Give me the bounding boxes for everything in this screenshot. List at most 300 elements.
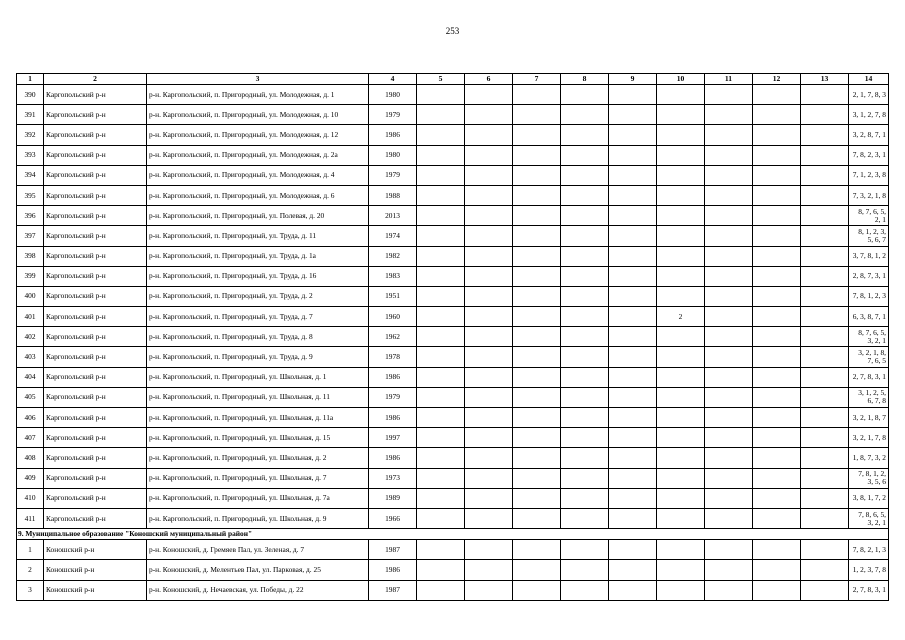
col12-cell: [753, 327, 801, 347]
col12-cell: [753, 125, 801, 145]
year-cell: 1986: [369, 448, 417, 468]
col6-cell: [465, 145, 513, 165]
col-header-8: 8: [561, 74, 609, 85]
col6-cell: [465, 85, 513, 105]
col11-cell: [705, 488, 753, 508]
col9-cell: [609, 307, 657, 327]
col8-cell: [561, 165, 609, 185]
col13-cell: [801, 125, 849, 145]
year-cell: 1973: [369, 468, 417, 488]
table-row: [17, 347, 889, 367]
col8-cell: [561, 428, 609, 448]
address-cell: р-н. Каргопольский, п. Пригородный, ул. Школьная, д. 1: [147, 367, 369, 387]
row-number-cell: 395: [17, 185, 44, 205]
col-header-13: 13: [801, 74, 849, 85]
col10-cell: 2: [657, 307, 705, 327]
address-cell: р-н. Каргопольский, п. Пригородный, ул. Школьная, д. 15: [147, 428, 369, 448]
row-number-cell: 403: [17, 347, 44, 367]
col5-cell: [417, 448, 465, 468]
col14-cell: 1, 8, 7, 3, 2: [849, 448, 889, 468]
col14-cell: 3, 7, 8, 1, 2: [849, 246, 889, 266]
col14-cell: 3, 2, 1, 7, 8: [849, 428, 889, 448]
col11-cell: [705, 448, 753, 468]
col8-cell: [561, 145, 609, 165]
col7-cell: [513, 226, 561, 246]
col10-cell: [657, 488, 705, 508]
year-cell: 1978: [369, 347, 417, 367]
address-cell: р-н. Каргопольский, п. Пригородный, ул. Молодежная, д. 2а: [147, 145, 369, 165]
col5-cell: [417, 387, 465, 407]
col8-cell: [561, 508, 609, 528]
district-cell: Каргопольский р-н: [44, 448, 147, 468]
col5-cell: [417, 185, 465, 205]
col9-cell: [609, 266, 657, 286]
table-row: [17, 580, 889, 600]
col13-cell: [801, 540, 849, 560]
row-number-cell: 393: [17, 145, 44, 165]
col8-cell: [561, 367, 609, 387]
col11-cell: [705, 226, 753, 246]
district-cell: Каргопольский р-н: [44, 85, 147, 105]
col10-cell: [657, 468, 705, 488]
col14-cell: 3, 2, 1, 8, 7, 6, 5: [849, 347, 889, 367]
col12-cell: [753, 488, 801, 508]
col12-cell: [753, 226, 801, 246]
year-cell: 1979: [369, 105, 417, 125]
col5-cell: [417, 540, 465, 560]
col9-cell: [609, 560, 657, 580]
col12-cell: [753, 185, 801, 205]
year-cell: 1951: [369, 286, 417, 306]
col8-cell: [561, 246, 609, 266]
col11-cell: [705, 468, 753, 488]
row-number-cell: 405: [17, 387, 44, 407]
row-number-cell: 404: [17, 367, 44, 387]
district-cell: Коношский р-н: [44, 560, 147, 580]
table-row: [17, 125, 889, 145]
year-cell: 1989: [369, 488, 417, 508]
col13-cell: [801, 488, 849, 508]
col9-cell: [609, 105, 657, 125]
district-cell: Каргопольский р-н: [44, 185, 147, 205]
address-cell: р-н. Каргопольский, п. Пригородный, ул. Труда, д. 1а: [147, 246, 369, 266]
district-cell: Каргопольский р-н: [44, 468, 147, 488]
year-cell: 1962: [369, 327, 417, 347]
col8-cell: [561, 580, 609, 600]
col12-cell: [753, 540, 801, 560]
col11-cell: [705, 105, 753, 125]
kargopol-rows: [17, 85, 889, 529]
col11-cell: [705, 428, 753, 448]
col12-cell: [753, 145, 801, 165]
housing-register-table: [16, 73, 889, 601]
table-row: [17, 145, 889, 165]
year-cell: 1979: [369, 165, 417, 185]
row-number-cell: 406: [17, 408, 44, 428]
col10-cell: [657, 540, 705, 560]
col8-cell: [561, 327, 609, 347]
col12-cell: [753, 408, 801, 428]
col6-cell: [465, 165, 513, 185]
col10-cell: [657, 580, 705, 600]
col7-cell: [513, 387, 561, 407]
col10-cell: [657, 125, 705, 145]
col10-cell: [657, 327, 705, 347]
col13-cell: [801, 387, 849, 407]
address-cell: р-н. Каргопольский, п. Пригородный, ул. Школьная, д. 7: [147, 468, 369, 488]
row-number-cell: 391: [17, 105, 44, 125]
col11-cell: [705, 387, 753, 407]
col13-cell: [801, 367, 849, 387]
col14-cell: 1, 2, 3, 7, 8: [849, 560, 889, 580]
col12-cell: [753, 266, 801, 286]
col6-cell: [465, 286, 513, 306]
col12-cell: [753, 307, 801, 327]
col5-cell: [417, 206, 465, 226]
address-cell: р-н. Коношский, д. Нечаевская, ул. Победы, д. 22: [147, 580, 369, 600]
col11-cell: [705, 508, 753, 528]
col12-cell: [753, 286, 801, 306]
col8-cell: [561, 408, 609, 428]
col5-cell: [417, 85, 465, 105]
col8-cell: [561, 468, 609, 488]
year-cell: 1960: [369, 307, 417, 327]
col8-cell: [561, 105, 609, 125]
address-cell: р-н. Коношский, д. Гремяев Пал, ул. Зеленая, д. 7: [147, 540, 369, 560]
col7-cell: [513, 468, 561, 488]
col7-cell: [513, 286, 561, 306]
col-header-3: 3: [147, 74, 369, 85]
col6-cell: [465, 448, 513, 468]
table-row: [17, 266, 889, 286]
col13-cell: [801, 165, 849, 185]
district-cell: Каргопольский р-н: [44, 387, 147, 407]
col13-cell: [801, 408, 849, 428]
col8-cell: [561, 540, 609, 560]
col9-cell: [609, 185, 657, 205]
col10-cell: [657, 105, 705, 125]
col9-cell: [609, 428, 657, 448]
table-row: [17, 448, 889, 468]
col7-cell: [513, 105, 561, 125]
col11-cell: [705, 307, 753, 327]
col6-cell: [465, 185, 513, 205]
col8-cell: [561, 85, 609, 105]
year-cell: 1966: [369, 508, 417, 528]
col8-cell: [561, 560, 609, 580]
col12-cell: [753, 580, 801, 600]
col9-cell: [609, 145, 657, 165]
year-cell: 1980: [369, 145, 417, 165]
col7-cell: [513, 307, 561, 327]
col6-cell: [465, 468, 513, 488]
row-number-cell: 398: [17, 246, 44, 266]
col10-cell: [657, 428, 705, 448]
address-cell: р-н. Каргопольский, п. Пригородный, ул. Труда, д. 9: [147, 347, 369, 367]
table-row: [17, 307, 889, 327]
col5-cell: [417, 105, 465, 125]
col12-cell: [753, 387, 801, 407]
col5-cell: [417, 327, 465, 347]
col12-cell: [753, 367, 801, 387]
table-row: [17, 105, 889, 125]
address-cell: р-н. Каргопольский, п. Пригородный, ул. Школьная, д. 7а: [147, 488, 369, 508]
col5-cell: [417, 488, 465, 508]
row-number-cell: 408: [17, 448, 44, 468]
district-cell: Каргопольский р-н: [44, 145, 147, 165]
address-cell: р-н. Каргопольский, п. Пригородный, ул. Молодежная, д. 1: [147, 85, 369, 105]
address-cell: р-н. Каргопольский, п. Пригородный, ул. Школьная, д. 2: [147, 448, 369, 468]
col7-cell: [513, 185, 561, 205]
row-number-cell: 3: [17, 580, 44, 600]
col6-cell: [465, 540, 513, 560]
table-row: [17, 468, 889, 488]
address-cell: р-н. Каргопольский, п. Пригородный, ул. Труда, д. 7: [147, 307, 369, 327]
address-cell: р-н. Каргопольский, п. Пригородный, ул. Труда, д. 16: [147, 266, 369, 286]
col11-cell: [705, 408, 753, 428]
district-cell: Коношский р-н: [44, 580, 147, 600]
col5-cell: [417, 428, 465, 448]
row-number-cell: 396: [17, 206, 44, 226]
address-cell: р-н. Коношский, д. Мелентьев Пал, ул. Парковая, д. 25: [147, 560, 369, 580]
col8-cell: [561, 266, 609, 286]
col10-cell: [657, 508, 705, 528]
col12-cell: [753, 428, 801, 448]
col11-cell: [705, 85, 753, 105]
col7-cell: [513, 488, 561, 508]
col9-cell: [609, 508, 657, 528]
col-header-2: 2: [44, 74, 147, 85]
col6-cell: [465, 580, 513, 600]
col9-cell: [609, 580, 657, 600]
row-number-cell: 409: [17, 468, 44, 488]
row-number-cell: 411: [17, 508, 44, 528]
district-cell: Каргопольский р-н: [44, 206, 147, 226]
row-number-cell: 399: [17, 266, 44, 286]
col11-cell: [705, 560, 753, 580]
address-cell: р-н. Каргопольский, п. Пригородный, ул. Школьная, д. 9: [147, 508, 369, 528]
row-number-cell: 390: [17, 85, 44, 105]
col14-cell: 7, 8, 2, 1, 3: [849, 540, 889, 560]
year-cell: 1988: [369, 185, 417, 205]
col-header-10: 10: [657, 74, 705, 85]
row-number-cell: 401: [17, 307, 44, 327]
table-row: [17, 85, 889, 105]
table-row: [17, 165, 889, 185]
col14-cell: 3, 2, 1, 8, 7: [849, 408, 889, 428]
col13-cell: [801, 508, 849, 528]
column-number-header-row: [17, 74, 889, 85]
col7-cell: [513, 367, 561, 387]
col13-cell: [801, 468, 849, 488]
col13-cell: [801, 226, 849, 246]
col12-cell: [753, 85, 801, 105]
col12-cell: [753, 246, 801, 266]
col11-cell: [705, 540, 753, 560]
col12-cell: [753, 206, 801, 226]
year-cell: 1980: [369, 85, 417, 105]
row-number-cell: 394: [17, 165, 44, 185]
col9-cell: [609, 246, 657, 266]
district-cell: Коношский р-н: [44, 540, 147, 560]
col5-cell: [417, 246, 465, 266]
col8-cell: [561, 448, 609, 468]
col14-cell: 2, 7, 8, 3, 1: [849, 367, 889, 387]
col9-cell: [609, 367, 657, 387]
col5-cell: [417, 580, 465, 600]
district-cell: Каргопольский р-н: [44, 125, 147, 145]
table-row: [17, 488, 889, 508]
year-cell: 1986: [369, 560, 417, 580]
col11-cell: [705, 367, 753, 387]
col7-cell: [513, 327, 561, 347]
row-number-cell: 1: [17, 540, 44, 560]
year-cell: 1997: [369, 428, 417, 448]
col6-cell: [465, 307, 513, 327]
table-row: [17, 428, 889, 448]
col10-cell: [657, 165, 705, 185]
col6-cell: [465, 226, 513, 246]
col7-cell: [513, 448, 561, 468]
col7-cell: [513, 206, 561, 226]
col-header-11: 11: [705, 74, 753, 85]
col5-cell: [417, 560, 465, 580]
col8-cell: [561, 226, 609, 246]
address-cell: р-н. Каргопольский, п. Пригородный, ул. Труда, д. 11: [147, 226, 369, 246]
address-cell: р-н. Каргопольский, п. Пригородный, ул. Школьная, д. 11а: [147, 408, 369, 428]
col8-cell: [561, 206, 609, 226]
col14-cell: 2, 8, 7, 3, 1: [849, 266, 889, 286]
col6-cell: [465, 327, 513, 347]
col6-cell: [465, 206, 513, 226]
col14-cell: 8, 7, 6, 5, 2, 1: [849, 206, 889, 226]
table-row: [17, 226, 889, 246]
col6-cell: [465, 347, 513, 367]
col7-cell: [513, 165, 561, 185]
address-cell: р-н. Каргопольский, п. Пригородный, ул. Молодежная, д. 10: [147, 105, 369, 125]
district-cell: Каргопольский р-н: [44, 165, 147, 185]
col10-cell: [657, 408, 705, 428]
col6-cell: [465, 560, 513, 580]
year-cell: 1979: [369, 387, 417, 407]
col7-cell: [513, 125, 561, 145]
section-block: [17, 529, 889, 540]
year-cell: 1987: [369, 540, 417, 560]
year-cell: 2013: [369, 206, 417, 226]
district-cell: Каргопольский р-н: [44, 105, 147, 125]
col14-cell: 7, 8, 2, 3, 1: [849, 145, 889, 165]
district-cell: Каргопольский р-н: [44, 226, 147, 246]
col14-cell: 2, 7, 8, 3, 1: [849, 580, 889, 600]
col11-cell: [705, 286, 753, 306]
col7-cell: [513, 85, 561, 105]
col14-cell: 7, 1, 2, 3, 8: [849, 165, 889, 185]
district-cell: Каргопольский р-н: [44, 408, 147, 428]
col6-cell: [465, 367, 513, 387]
col13-cell: [801, 105, 849, 125]
year-cell: 1974: [369, 226, 417, 246]
col13-cell: [801, 428, 849, 448]
col13-cell: [801, 307, 849, 327]
address-cell: р-н. Каргопольский, п. Пригородный, ул. Труда, д. 2: [147, 286, 369, 306]
col10-cell: [657, 246, 705, 266]
col9-cell: [609, 286, 657, 306]
district-cell: Каргопольский р-н: [44, 367, 147, 387]
col11-cell: [705, 165, 753, 185]
col9-cell: [609, 448, 657, 468]
table-row: [17, 387, 889, 407]
address-cell: р-н. Каргопольский, п. Пригородный, ул. Полевая, д. 20: [147, 206, 369, 226]
col9-cell: [609, 540, 657, 560]
col5-cell: [417, 408, 465, 428]
col13-cell: [801, 85, 849, 105]
year-cell: 1986: [369, 125, 417, 145]
district-cell: Каргопольский р-н: [44, 266, 147, 286]
col11-cell: [705, 266, 753, 286]
col13-cell: [801, 266, 849, 286]
col6-cell: [465, 125, 513, 145]
col9-cell: [609, 347, 657, 367]
col10-cell: [657, 367, 705, 387]
col-header-7: 7: [513, 74, 561, 85]
section-title: 9. Муниципальное образование "Коношский муниципальный район": [17, 529, 889, 540]
col13-cell: [801, 448, 849, 468]
district-cell: Каргопольский р-н: [44, 286, 147, 306]
district-cell: Каргопольский р-н: [44, 488, 147, 508]
col12-cell: [753, 448, 801, 468]
col5-cell: [417, 266, 465, 286]
col10-cell: [657, 266, 705, 286]
col9-cell: [609, 206, 657, 226]
col-header-5: 5: [417, 74, 465, 85]
col11-cell: [705, 185, 753, 205]
col-header-14: 14: [849, 74, 889, 85]
col11-cell: [705, 347, 753, 367]
col10-cell: [657, 85, 705, 105]
col11-cell: [705, 327, 753, 347]
col14-cell: 3, 1, 2, 7, 8: [849, 105, 889, 125]
table-row: [17, 508, 889, 528]
col12-cell: [753, 560, 801, 580]
col9-cell: [609, 408, 657, 428]
col7-cell: [513, 540, 561, 560]
year-cell: 1986: [369, 408, 417, 428]
row-number-cell: 402: [17, 327, 44, 347]
col-header-12: 12: [753, 74, 801, 85]
col5-cell: [417, 286, 465, 306]
col9-cell: [609, 327, 657, 347]
col14-cell: 3, 2, 8, 7, 1: [849, 125, 889, 145]
col14-cell: 6, 3, 8, 7, 1: [849, 307, 889, 327]
col5-cell: [417, 508, 465, 528]
col5-cell: [417, 468, 465, 488]
col6-cell: [465, 408, 513, 428]
col11-cell: [705, 206, 753, 226]
table-row: [17, 185, 889, 205]
row-number-cell: 400: [17, 286, 44, 306]
district-cell: Каргопольский р-н: [44, 307, 147, 327]
address-cell: р-н. Каргопольский, п. Пригородный, ул. Молодежная, д. 6: [147, 185, 369, 205]
col9-cell: [609, 85, 657, 105]
col11-cell: [705, 246, 753, 266]
konosha-rows: [17, 540, 889, 601]
col10-cell: [657, 145, 705, 165]
section-header-row: [17, 529, 889, 540]
year-cell: 1983: [369, 266, 417, 286]
col9-cell: [609, 165, 657, 185]
col11-cell: [705, 145, 753, 165]
col14-cell: 7, 8, 1, 2, 3: [849, 286, 889, 306]
